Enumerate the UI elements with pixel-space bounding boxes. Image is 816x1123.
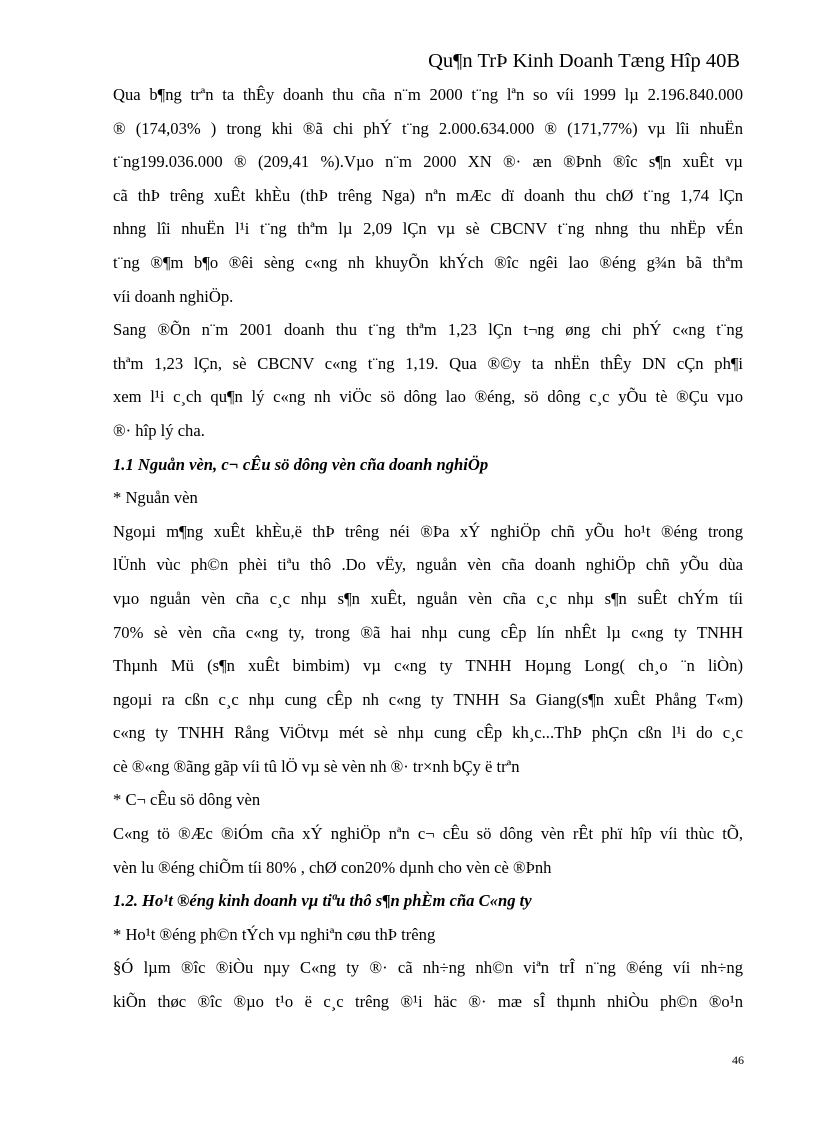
text-line: ®· hîp lý cha.	[113, 420, 205, 440]
text-line: Sang ®Õn n¨m 2001 doanh thu t¨ng thªm 1,23 lÇn t¬ng øng chi phÝ c«ng t¨ng	[113, 320, 743, 340]
text-line: Qua b¶ng trªn ta thÊy doanh thu cña n¨m 2000 t¨ng lªn so víi 1999 lµ 2.196.840.000	[113, 85, 743, 104]
text-line: vèn lu ®éng chiÕm tíi 80% , chØ con20% dµnh cho vèn cè ®Þnh	[113, 857, 552, 877]
text-line: xem l¹i c¸ch qu¶n lý c«ng nh viÖc sö dông lao ®éng, sö dông c¸c yÕu tè ®Çu vµo	[113, 387, 743, 407]
text-line: lÜnh vùc ph©n phèi tiªu thô .Do vËy, nguån vèn cña doanh nghiÖp chñ yÕu dùa	[113, 555, 743, 575]
text-line: víi doanh nghiÖp.	[113, 286, 234, 306]
text-line: thªm 1,23 lÇn, sè CBCNV c«ng t¨ng 1,19. Qua ®©y ta nhËn thÊy DN cÇn ph¶i	[113, 353, 743, 373]
running-header: Qu¶n TrÞ Kinh Doanh Tæng Hîp 40B	[428, 50, 740, 72]
text-line: t¨ng199.036.000 ® (209,41 %).Vµo n¨m 2000 XN ®· æn ®Þnh ®îc s¶n xuÊt vµ	[113, 152, 743, 172]
text-line: ngoµi ra cßn c¸c nhµ cung cÊp nh c«ng ty TNHH Sa Giang(s¶n xuÊt Phång T«m)	[113, 689, 743, 709]
text-line: Thµnh Mü (s¶n xuÊt bimbim) vµ c«ng ty TNHH Hoµng Long( ch¸o ¨n liÒn)	[113, 656, 743, 676]
text-line: 70% sè vèn cña c«ng ty, trong ®ã hai nhµ cung cÊp lín nhÊt lµ c«ng ty TNHH	[113, 622, 743, 642]
section-heading: 1.1 Nguån vèn, c¬ cÊu sö dông vèn cña doanh nghiÖp	[113, 454, 489, 474]
text-line: ® (174,03% ) trong khi ®ã chi phÝ t¨ng 2.000.634.000 ® (171,77%) vµ lîi nhuËn	[113, 118, 743, 138]
section-heading: 1.2. Ho¹t ®éng kinh doanh vµ tiªu thô s¶n phÈm cña C«ng ty	[113, 891, 532, 911]
text-line: §Ó lµm ®îc ®iÒu nµy C«ng ty ®· cã nh÷ng nh©n viªn trÎ n¨ng ®éng víi nh÷ng	[113, 958, 743, 978]
text-line: * Nguån vèn	[113, 488, 198, 508]
text-line: vµo nguån vèn cña c¸c nhµ s¶n xuÊt, nguån vèn cña c¸c nhµ s¶n suÊt chÝm tíi	[113, 588, 743, 608]
page-number: 46	[732, 1053, 744, 1067]
text-line: C«ng tö ®Æc ®iÓm cña xÝ nghiÖp nªn c¬ cÊu sö dông vèn rÊt phï hîp víi thùc tÕ,	[113, 824, 743, 844]
text-line: * C¬ cÊu sö dông vèn	[113, 790, 261, 810]
document-body	[113, 78, 743, 1019]
text-line: Ngoµi m¶ng xuÊt khÈu,ë thÞ trêng néi ®Þa xÝ nghiÖp chñ yÕu ho¹t ®éng trong	[113, 521, 743, 541]
text-line: c«ng ty TNHH Rång ViÖtvµ mét sè nhµ cung cÊp kh¸c...ThÞ phÇn cßn l¹i do c¸c	[113, 723, 743, 743]
text-line: cã thÞ trêng xuÊt khÈu (thÞ trêng Nga) nªn mÆc dï doanh thu chØ t¨ng 1,74 lÇn	[113, 185, 743, 205]
text-line: cè ®«ng ®ãng gãp víi tû lÖ vµ sè vèn nh ®· tr×nh bÇy ë trªn	[113, 756, 520, 776]
text-line: nhng lîi nhuËn l¹i t¨ng thªm lµ 2,09 lÇn vµ sè CBCNV t¨ng nhng thu nhËp vÉn	[113, 219, 743, 239]
text-line: * Ho¹t ®éng ph©n tÝch vµ nghiªn cøu thÞ trêng	[113, 924, 436, 944]
text-line: t¨ng ®¶m b¶o ®êi sèng c«ng nh khuyÕn khÝch ®îc ngêi lao ®éng g¾n bã thªm	[113, 252, 743, 272]
text-line: kiÕn thøc ®îc ®µo t¹o ë c¸c trêng ®¹i häc ®· mæ sÎ thµnh nhiÒu ph©n ®o¹n	[113, 992, 743, 1012]
